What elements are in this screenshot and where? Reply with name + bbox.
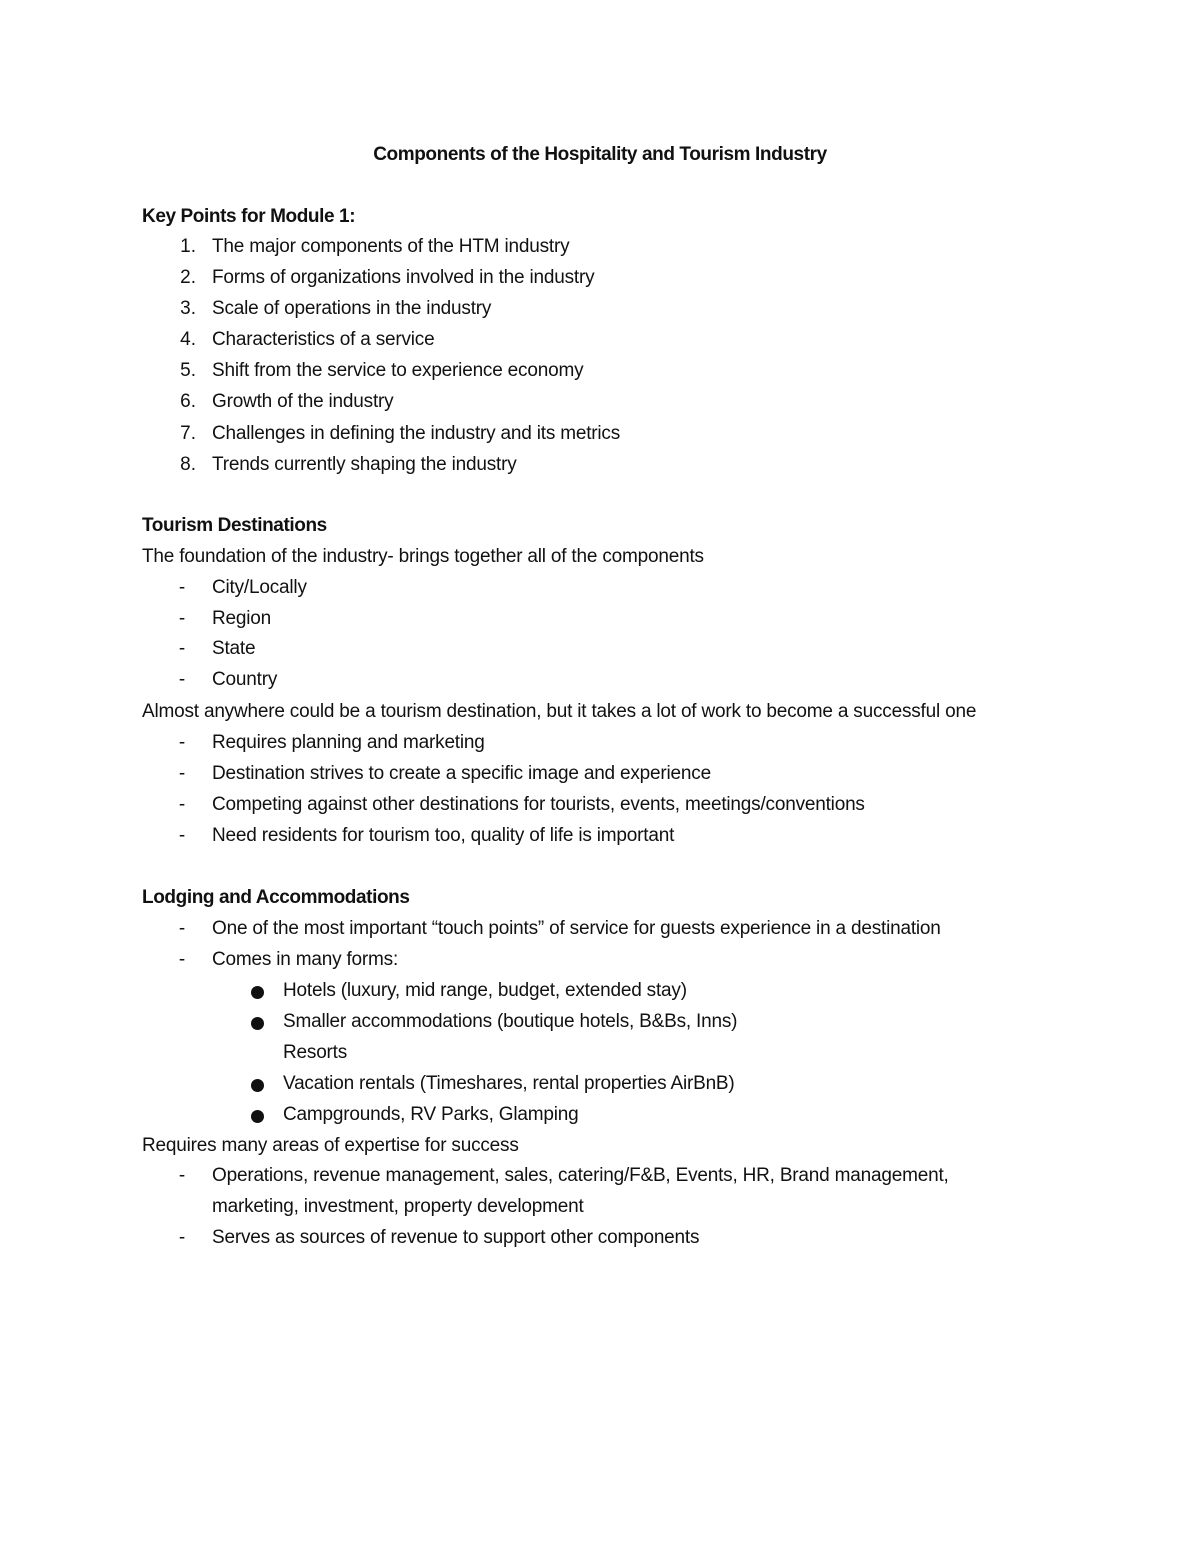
list-item: Need residents for tourism too, quality of life is important (212, 825, 675, 846)
list-item-number: 4. (180, 329, 196, 350)
list-item-number: 1. (180, 236, 196, 257)
list-item-number: 7. (180, 423, 196, 444)
list-item: State (212, 638, 256, 659)
list-item: Competing against other destinations for tourists, events, meetings/conventions (212, 794, 865, 815)
list-item-continuation: marketing, investment, property development (212, 1196, 584, 1217)
list-item: Characteristics of a service (212, 329, 435, 350)
dash-marker: - (178, 763, 186, 784)
list-item: Trends currently shaping the industry (212, 454, 517, 475)
list-item-number: 2. (180, 267, 196, 288)
list-item: Requires planning and marketing (212, 732, 485, 753)
list-item: Comes in many forms: (212, 949, 399, 970)
list-item: Shift from the service to experience economy (212, 360, 584, 381)
dash-marker: - (178, 949, 186, 970)
document-title: Components of the Hospitality and Tourism Industry (373, 144, 827, 165)
list-item: Forms of organizations involved in the industry (212, 267, 595, 288)
list-item: Hotels (luxury, mid range, budget, extended stay) (283, 980, 687, 1001)
list-item-continuation: Resorts (283, 1042, 348, 1063)
expertise-intro: Requires many areas of expertise for success (142, 1135, 519, 1156)
list-item: City/Locally (212, 577, 307, 598)
dash-marker: - (178, 1227, 186, 1248)
bullet-icon (251, 1079, 264, 1092)
list-item-number: 8. (180, 454, 196, 475)
list-item: Scale of operations in the industry (212, 298, 492, 319)
bullet-icon (251, 1017, 264, 1030)
list-item: One of the most important “touch points” of service for guests experience in a destination (212, 918, 941, 939)
list-item: Smaller accommodations (boutique hotels, B&Bs, Inns) (283, 1011, 738, 1032)
list-item: Vacation rentals (Timeshares, rental properties AirBnB) (283, 1073, 735, 1094)
list-item: Growth of the industry (212, 391, 394, 412)
dash-marker: - (178, 669, 186, 690)
list-item: Destination strives to create a specific image and experience (212, 763, 711, 784)
lodging-heading: Lodging and Accommodations (142, 887, 410, 908)
list-item: The major components of the HTM industry (212, 236, 570, 257)
dash-marker: - (178, 732, 186, 753)
dash-marker: - (178, 1165, 186, 1186)
tourism-destinations-heading: Tourism Destinations (142, 515, 327, 536)
dash-marker: - (178, 825, 186, 846)
dash-marker: - (178, 918, 186, 939)
list-item: Campgrounds, RV Parks, Glamping (283, 1104, 579, 1125)
list-item-number: 5. (180, 360, 196, 381)
dash-marker: - (178, 638, 186, 659)
list-item: Serves as sources of revenue to support other components (212, 1227, 700, 1248)
list-item: Challenges in defining the industry and its metrics (212, 423, 621, 444)
list-item: Operations, revenue management, sales, catering/F&B, Events, HR, Brand management, (212, 1165, 949, 1186)
list-item-number: 6. (180, 391, 196, 412)
dash-marker: - (178, 794, 186, 815)
bullet-icon (251, 1110, 264, 1123)
dash-marker: - (178, 608, 186, 629)
dash-marker: - (178, 577, 186, 598)
list-item: Region (212, 608, 272, 629)
key-points-heading: Key Points for Module 1: (142, 206, 356, 227)
list-item-number: 3. (180, 298, 196, 319)
tourism-destinations-paragraph: Almost anywhere could be a tourism destination, but it takes a lot of work to become a successful one (142, 701, 977, 722)
tourism-destinations-intro: The foundation of the industry- brings together all of the components (142, 546, 704, 567)
list-item: Country (212, 669, 278, 690)
bullet-icon (251, 986, 264, 999)
